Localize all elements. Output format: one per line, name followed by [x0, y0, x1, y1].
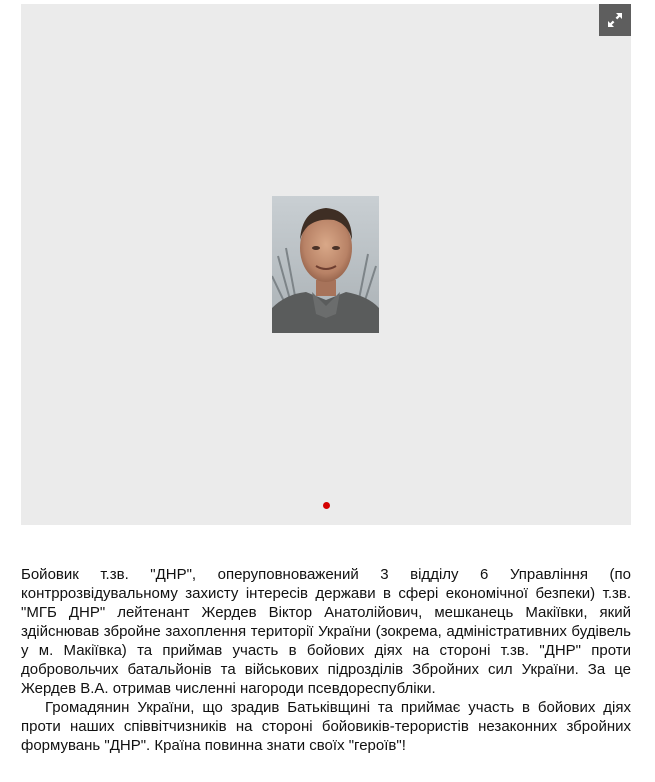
- photo-gallery: [21, 4, 631, 525]
- slide-indicators: [21, 502, 631, 509]
- portrait-photo[interactable]: [272, 196, 379, 333]
- slide-dot-active[interactable]: [323, 502, 330, 509]
- article-paragraph-1: Бойовик т.зв. "ДНР", оперуповноважений 3 відділу 6 Управління (по контррозвідувальному захисту інтересів держави в сфері економічної безпеки) т.зв. "МГБ ДНР" лейтенант Жердев Віктор Анатолійович, мешканець Макіївки, який здійснював збройне захоплення території України (зокрема, адміністративних будівель у м. Макіївка) та приймав участь в бойових діях на стороні т.зв. "ДНР" проти добровольчих батальйонів та військових підрозділів Збройних сил України. За це Жердев В.А. отримав численні нагороди псевдореспубліки.: [21, 566, 631, 697]
- article-text: [21, 565, 631, 755]
- fullscreen-button[interactable]: [599, 4, 631, 36]
- expand-icon: [607, 12, 623, 28]
- article-paragraph-2: Громадянин України, що зрадив Батьківщині та приймає участь в бойових діях проти наших співвітчизників на стороні бойовиків-терористів незаконних збройних формувань "ДНР". Країна повинна знати своїх "героїв"!: [21, 699, 631, 754]
